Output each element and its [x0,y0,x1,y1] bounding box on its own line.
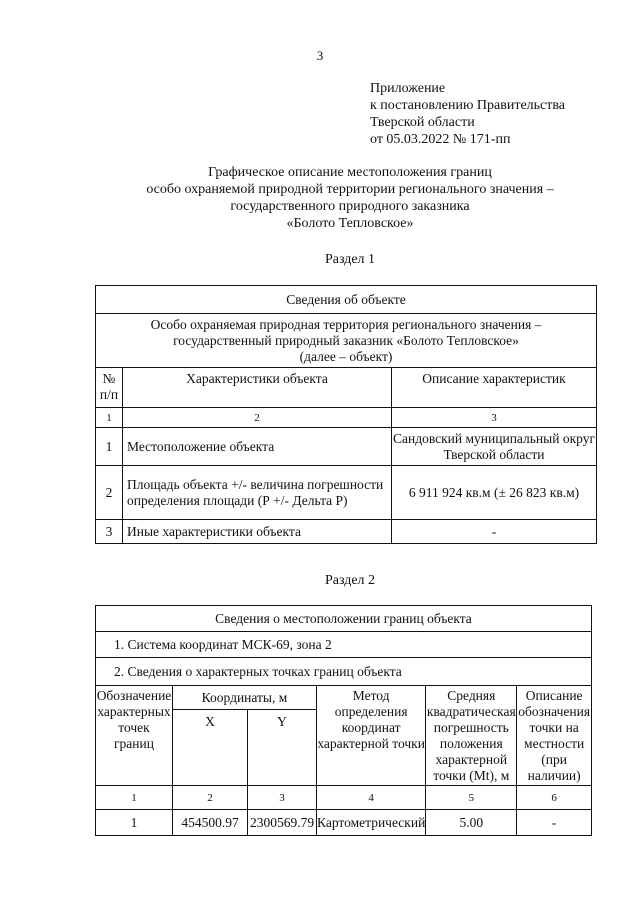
point-x: 454500.97 [173,810,248,836]
table-row [96,428,597,466]
header-characteristics: Характеристики объекта [123,368,392,408]
column-number: 1 [96,408,123,428]
point-error: 5.00 [426,810,517,836]
points-title: 2. Сведения о характерных точках границ объекта [96,658,592,686]
document-title [0,164,640,232]
header-error [426,686,517,786]
object-name-cell [96,314,597,368]
header-designation [96,686,173,786]
header-line: точки на [529,720,579,735]
header-line: (при [541,752,567,767]
section2-heading: Раздел 2 [324,573,376,588]
object-line: (далее – объект) [299,348,393,364]
header-method [317,686,426,786]
header-line: Обозначение [96,688,172,703]
description-line: Сандовский муниципальный округ [393,430,595,446]
header-line: погрешность [433,720,509,735]
page-number: 3 [316,48,324,63]
column-number: 5 [426,786,517,810]
row-description: 6 911 924 кв.м (± 26 823 кв.м) [392,466,597,520]
header-description: Описание характеристик [392,368,597,408]
header-line: Описание [525,688,583,703]
header-line: координат [341,720,401,735]
column-number: 4 [317,786,426,810]
table-title: Сведения о местоположении границ объекта [96,606,592,632]
table-row [96,810,592,836]
table-row [96,520,597,544]
title-line: государственного природного заказника [230,199,470,214]
characteristic-line: Площадь объекта +/- величина погрешности [127,476,384,492]
object-line: государственный природный заказник «Болото Тепловское» [173,332,519,348]
header-line: положения [439,736,503,751]
object-line: Особо охраняемая природная территория регионального значения – [150,316,542,332]
appendix-line: Тверской области [370,115,475,130]
title-line: особо охраняемой природной территории регионального значения – [146,182,554,197]
column-number: 2 [123,408,392,428]
header-num-line: № [102,371,116,386]
header-line: местности [524,736,585,751]
column-number: 3 [248,786,317,810]
table-row [96,466,597,520]
header-line: наличии) [527,768,581,783]
header-line: Метод [352,688,390,703]
header-line: обозначения [518,704,591,719]
appendix-line: от 05.03.2022 № 171-пп [370,132,511,147]
table-title: Сведения об объекте [96,286,597,314]
header-line: точки (Mt), м [433,768,510,783]
header-num-line: п/п [99,387,119,402]
row-number: 1 [96,428,123,466]
column-number: 1 [96,786,173,810]
column-number: 2 [173,786,248,810]
header-coordinates: Координаты, м [173,686,317,710]
header-line: характерных [97,704,171,719]
description-line: Тверской области [443,446,545,462]
point-method: Картометрический [317,810,426,836]
point-id: 1 [96,810,173,836]
point-y: 2300569.79 [248,810,317,836]
row-characteristic: Иные характеристики объекта [123,520,392,544]
boundary-points-table [95,605,592,836]
appendix-line: Приложение [370,81,446,96]
row-description: - [392,520,597,544]
point-description: - [517,810,592,836]
row-description [392,428,597,466]
appendix-line: к постановлению Правительства [370,98,566,113]
title-line: Графическое описание местоположения границ [208,165,492,180]
header-y: Y [248,710,317,786]
row-characteristic: Местоположение объекта [123,428,392,466]
header-line: характерной [435,752,508,767]
column-number: 3 [392,408,597,428]
appendix-block [370,80,565,148]
coordinate-system: 1. Система координат МСК-69, зона 2 [96,632,592,658]
header-line: характерной точки [317,736,425,751]
header-line: Средняя [447,688,496,703]
column-number: 6 [517,786,592,810]
row-number: 3 [96,520,123,544]
header-line: квадратическая [426,704,516,719]
header-num [96,368,123,408]
header-line: границ [114,736,154,751]
title-line: «Болото Тепловское» [286,216,414,231]
object-info-table [95,285,597,544]
characteristic-line: определения площади (Р +/- Дельта Р) [127,492,348,508]
section1-heading: Раздел 1 [324,252,376,267]
row-characteristic [123,466,392,520]
header-line: точек [118,720,150,735]
row-number: 2 [96,466,123,520]
header-line: определения [334,704,408,719]
header-point-description [517,686,592,786]
header-x: X [173,710,248,786]
